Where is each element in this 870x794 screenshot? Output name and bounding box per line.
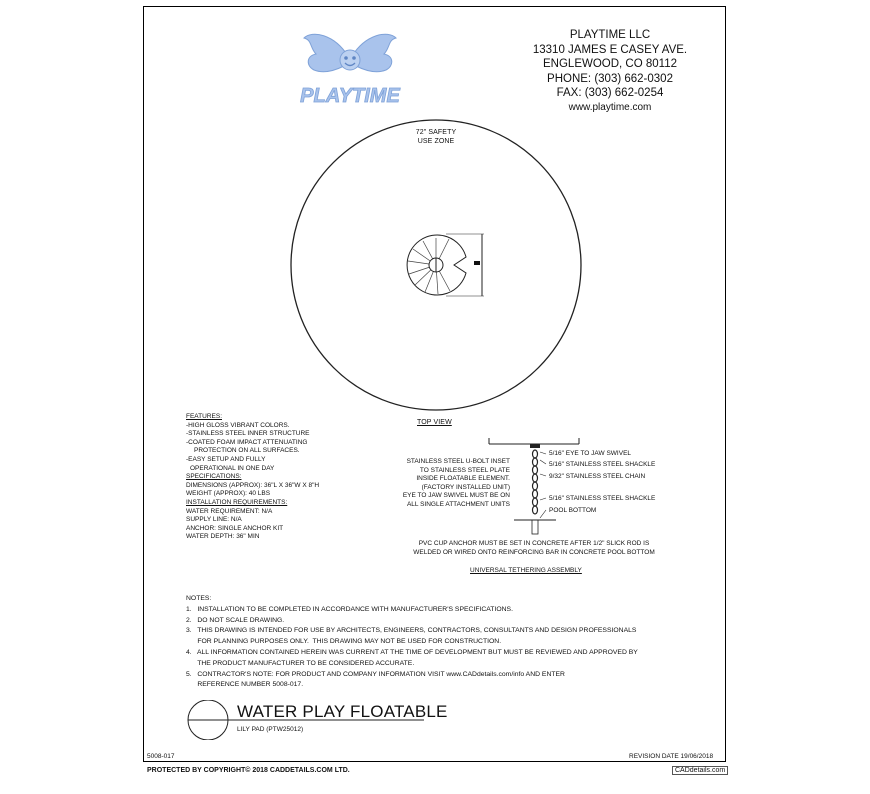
top-view-label: TOP VIEW	[417, 419, 452, 426]
tether-label-shackle-top: 5/16" STAINLESS STEEL SHACKLE	[549, 461, 656, 468]
tether-assembly-label: UNIVERSAL TETHERING ASSEMBLY	[470, 567, 582, 574]
note-item: 1. INSTALLATION TO BE COMPLETED IN ACCORDANCE WITH MANUFACTURER'S SPECIFICATIONS.	[186, 605, 513, 613]
tether-note: STAINLESS STEEL U-BOLT INSET	[406, 458, 510, 465]
tether-note: ALL SINGLE ATTACHMENT UNITS	[406, 500, 510, 508]
tether-label-pool-bottom: POOL BOTTOM	[549, 507, 597, 514]
features-block	[186, 413, 319, 542]
company-address1: 13310 JAMES E CASEY AVE.	[532, 43, 688, 56]
anchor-note: PVC CUP ANCHOR MUST BE SET IN CONCRETE AFTER 1/2" SLICK ROD IS WELDED OR WIRED ONTO REINFORCING BAR IN CONCRETE POOL BOTTOM	[413, 540, 655, 556]
lily-pad-top	[407, 235, 466, 295]
install-item: SUPPLY LINE: N/A	[186, 516, 242, 524]
note-item: 2. DO NOT SCALE DRAWING.	[186, 616, 285, 624]
note-item: REFERENCE NUMBER 5008-017.	[186, 681, 304, 689]
revision-date: REVISION DATE 19/06/2018	[629, 753, 714, 760]
installation-heading: INSTALLATION REQUIREMENTS:	[186, 498, 288, 506]
note-item: 3. THIS DRAWING IS INTENDED FOR USE BY ARCHITECTS, ENGINEERS, CONTRACTORS, CONSULTANTS AND DESIGN PROFESSIONALS	[186, 627, 637, 635]
tether-label-swivel: 5/16" EYE TO JAW SWIVEL	[549, 450, 632, 457]
playtime-logo	[290, 26, 410, 110]
note-item: FOR PLANNING PURPOSES ONLY. THIS DRAWING MAY NOT BE USED FOR CONSTRUCTION.	[186, 638, 502, 646]
spec-item: DIMENSIONS (APPROX): 36"L X 36"W X 8"H	[186, 481, 320, 489]
feature-item: -STAINLESS STEEL INNER STRUCTURE	[186, 430, 310, 438]
tether-note: EYE TO JAW SWIVEL MUST BE ON	[402, 492, 510, 500]
note-item: 4. ALL INFORMATION CONTAINED HEREIN WAS CURRENT AT THE TIME OF DEVELOPMENT BUT MUST BE REVIEWED AND APPROVED BY	[186, 648, 638, 656]
company-web: www.playtime.com	[568, 101, 652, 113]
tether-note: INSIDE FLOATABLE ELEMENT.	[416, 475, 510, 483]
tether-label-chain: 9/32" STAINLESS STEEL CHAIN	[549, 473, 646, 480]
company-phone: PHONE: (303) 662-0302	[547, 72, 673, 85]
notes-heading: NOTES:	[186, 595, 212, 602]
notes-block	[186, 594, 638, 691]
spec-item: WEIGHT (APPROX): 40 LBS	[186, 490, 271, 498]
feature-item: OPERATIONAL IN ONE DAY	[190, 464, 275, 472]
company-name: PLAYTIME LLC	[569, 29, 651, 41]
tether-note: (FACTORY INSTALLED UNIT)	[421, 483, 510, 491]
note-item: 5. CONTRACTOR'S NOTE: FOR PRODUCT AND COMPANY INFORMATION VISIT www.CADdetails.com/info AND ENTER	[186, 670, 565, 678]
drawing-title: WATER PLAY FLOATABLE	[237, 702, 448, 721]
reference-number: 5008-017	[147, 753, 175, 760]
tether-note: TO STAINLESS STEEL PLATE	[419, 466, 510, 474]
install-item: WATER REQUIREMENT: N/A	[186, 507, 273, 515]
install-item: ANCHOR: SINGLE ANCHOR KIT	[186, 524, 284, 532]
note-item: THE PRODUCT MANUFACTURER TO BE CONSIDERED ACCURATE.	[186, 659, 415, 667]
feature-item: PROTECTION ON ALL SURFACES.	[194, 447, 300, 455]
specifications-heading: SPECIFICATIONS:	[186, 473, 242, 481]
company-fax: FAX: (303) 662-0254	[556, 87, 664, 99]
caddetails-brand: CADdetails.com	[672, 766, 728, 775]
install-item: WATER DEPTH: 36" MIN	[186, 533, 260, 541]
safety-zone-label: 72" SAFETY USE ZONE	[415, 129, 457, 145]
feature-item: -EASY SETUP AND FULLY	[186, 455, 266, 463]
logo-wordmark: PLAYTIME	[300, 85, 400, 107]
feature-item: -COATED FOAM IMPACT ATTENUATING	[186, 438, 308, 446]
drawing-subtitle: LILY PAD (PTW25012)	[237, 726, 304, 733]
company-address2: ENGLEWOOD, CO 80112	[543, 58, 677, 70]
feature-item: -HIGH GLOSS VIBRANT COLORS.	[186, 421, 290, 429]
company-info	[510, 28, 710, 115]
tether-label-shackle-bottom: 5/16" STAINLESS STEEL SHACKLE	[549, 495, 656, 502]
copyright-notice: PROTECTED BY COPYRIGHT© 2018 CADDETAILS.COM LTD.	[147, 767, 350, 774]
tether-left-notes	[386, 458, 510, 510]
top-view-drawing	[286, 116, 586, 416]
features-heading: FEATURES:	[186, 413, 222, 420]
